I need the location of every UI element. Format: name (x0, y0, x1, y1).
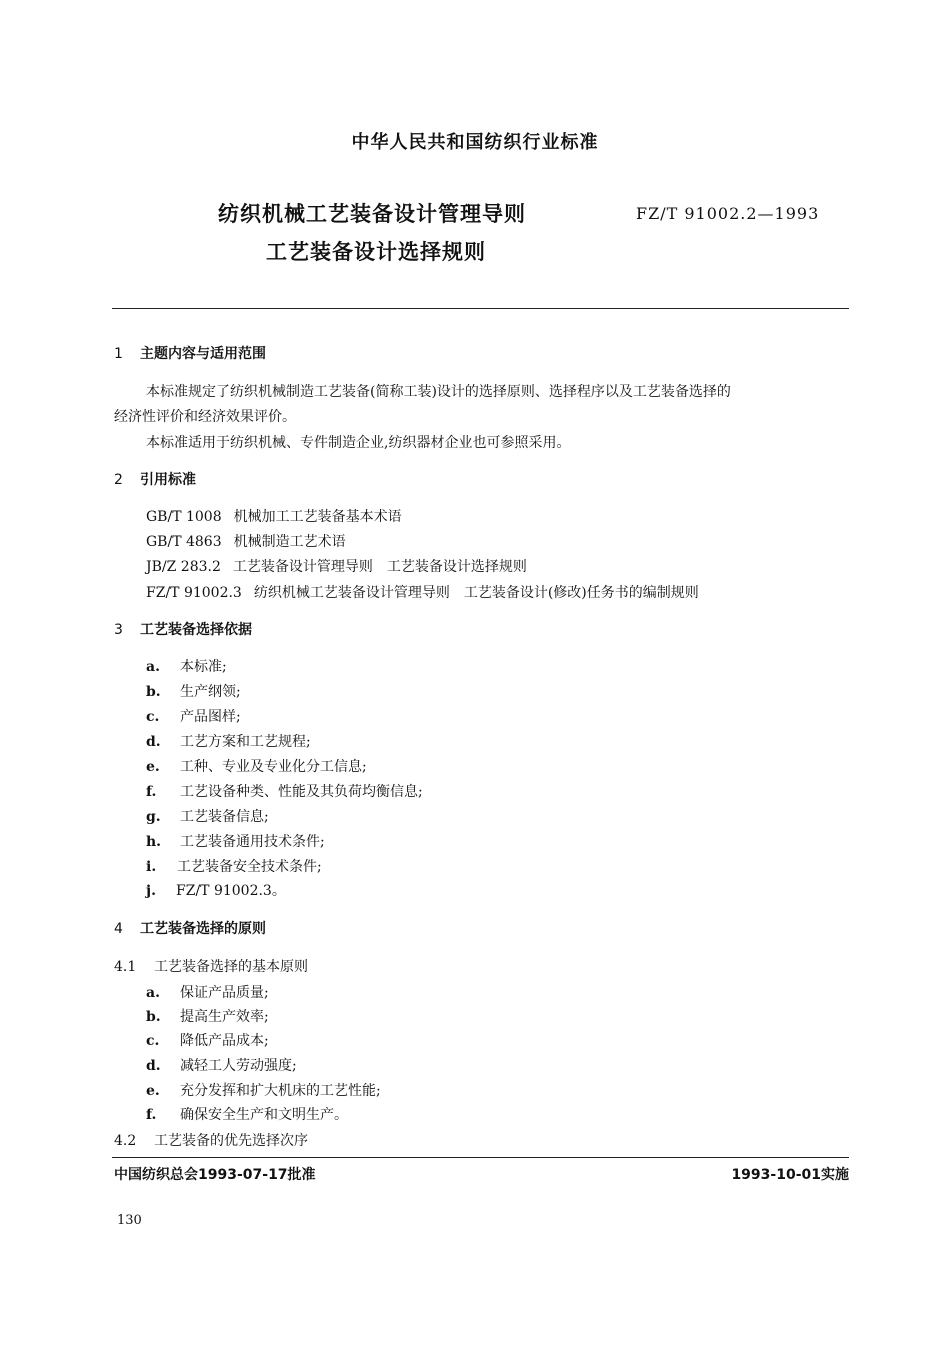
section-title: 工艺装备选择依据 (140, 622, 252, 638)
list-letter: j. (146, 883, 156, 899)
list-item (146, 856, 322, 876)
reference-code: GB/T 4863 (146, 534, 222, 550)
list-text: 确保安全生产和文明生产。 (180, 1107, 348, 1123)
effective-date: 1993-10-01实施 (731, 1167, 849, 1183)
subsection-number: 4.2 (114, 1133, 137, 1149)
list-letter: h. (146, 834, 162, 850)
list-letter: c. (146, 709, 160, 725)
page-number: 130 (117, 1213, 142, 1228)
document-title-line2: 工艺装备设计选择规则 (266, 240, 486, 264)
list-text: 充分发挥和扩大机床的工艺性能; (180, 1083, 381, 1099)
list-item (146, 1006, 269, 1026)
list-letter: a. (146, 985, 160, 1001)
section-title: 工艺装备选择的原则 (140, 921, 266, 937)
document-title-line1: 纺织机械工艺装备设计管理导则 (218, 202, 526, 226)
subsection-number: 4.1 (114, 959, 137, 975)
list-item (146, 1055, 297, 1075)
reference-code: FZ/T 91002.3 (146, 585, 242, 601)
section-number: 4 (114, 921, 123, 937)
section-number: 3 (114, 622, 123, 638)
list-text: 工艺装备安全技术条件; (177, 859, 322, 875)
section-title: 主题内容与适用范围 (140, 346, 266, 362)
list-item (146, 1030, 269, 1050)
reference-name: 机械加工工艺装备基本术语 (233, 509, 402, 525)
section-number: 2 (114, 472, 123, 488)
list-item (146, 1080, 381, 1100)
list-item (146, 756, 367, 776)
reference-name: 机械制造工艺术语 (233, 534, 346, 550)
list-item (146, 656, 227, 676)
list-text: 工艺设备种类、性能及其负荷均衡信息; (180, 784, 423, 800)
section-4-heading (114, 918, 266, 938)
list-letter: f. (146, 1107, 157, 1123)
list-letter: c. (146, 1033, 160, 1049)
list-text: 工种、专业及专业化分工信息; (180, 759, 367, 775)
top-divider (112, 308, 849, 309)
subsection-4-1-heading (114, 956, 308, 976)
list-text: 本标准; (180, 659, 227, 675)
section-title: 引用标准 (140, 472, 196, 488)
list-text: 降低产品成本; (180, 1033, 269, 1049)
reference-item (146, 582, 699, 602)
list-item (146, 706, 241, 726)
list-item (146, 781, 423, 801)
reference-name: 工艺装备设计管理导则 工艺装备设计选择规则 (232, 559, 527, 575)
list-item (146, 880, 286, 900)
list-text: 提高生产效率; (180, 1009, 269, 1025)
section-1-paragraph-2: 本标准适用于纺织机械、专件制造企业,纺织器材企业也可参照采用。 (146, 435, 571, 451)
list-item (146, 982, 269, 1002)
reference-item (146, 556, 527, 576)
section-3-heading (114, 619, 252, 639)
list-letter: a. (146, 659, 160, 675)
list-item (146, 831, 325, 851)
list-text: 工艺装备通用技术条件; (180, 834, 325, 850)
reference-item (146, 506, 402, 526)
list-item (146, 681, 241, 701)
reference-code: JB/Z 283.2 (146, 559, 221, 575)
standard-category-header: 中华人民共和国纺织行业标准 (351, 132, 599, 153)
approval-date: 中国纺织总会1993-07-17批准 (114, 1167, 316, 1183)
reference-item (146, 531, 346, 551)
list-letter: i. (146, 859, 157, 875)
subsection-title: 工艺装备的优先选择次序 (154, 1133, 308, 1149)
list-letter: d. (146, 734, 161, 750)
list-letter: b. (146, 1009, 161, 1025)
reference-code: GB/T 1008 (146, 509, 222, 525)
list-letter: f. (146, 784, 157, 800)
footer-divider (112, 1157, 849, 1158)
subsection-4-2-heading (114, 1130, 308, 1150)
section-1-heading (114, 343, 266, 363)
section-1-paragraph-1b: 经济性评价和经济效果评价。 (114, 409, 296, 425)
section-1-paragraph-1a: 本标准规定了纺织机械制造工艺装备(简称工装)设计的选择原则、选择程序以及工艺装备选择的 (146, 384, 731, 400)
list-item (146, 806, 269, 826)
list-letter: e. (146, 1083, 160, 1099)
list-text: 工艺装备信息; (180, 809, 269, 825)
subsection-title: 工艺装备选择的基本原则 (154, 959, 308, 975)
list-item (146, 731, 311, 751)
list-letter: b. (146, 684, 161, 700)
list-text: 工艺方案和工艺规程; (180, 734, 311, 750)
section-2-heading (114, 469, 196, 489)
list-letter: e. (146, 759, 160, 775)
list-text: FZ/T 91002.3。 (176, 883, 286, 899)
list-text: 减轻工人劳动强度; (180, 1058, 297, 1074)
list-item (146, 1104, 348, 1124)
section-number: 1 (114, 346, 123, 362)
standard-code: FZ/T 91002.2—1993 (636, 204, 820, 223)
list-text: 产品图样; (180, 709, 241, 725)
list-letter: d. (146, 1058, 161, 1074)
reference-name: 纺织机械工艺装备设计管理导则 工艺装备设计(修改)任务书的编制规则 (253, 585, 699, 601)
list-letter: g. (146, 809, 161, 825)
list-text: 保证产品质量; (180, 985, 269, 1001)
list-text: 生产纲领; (180, 684, 241, 700)
